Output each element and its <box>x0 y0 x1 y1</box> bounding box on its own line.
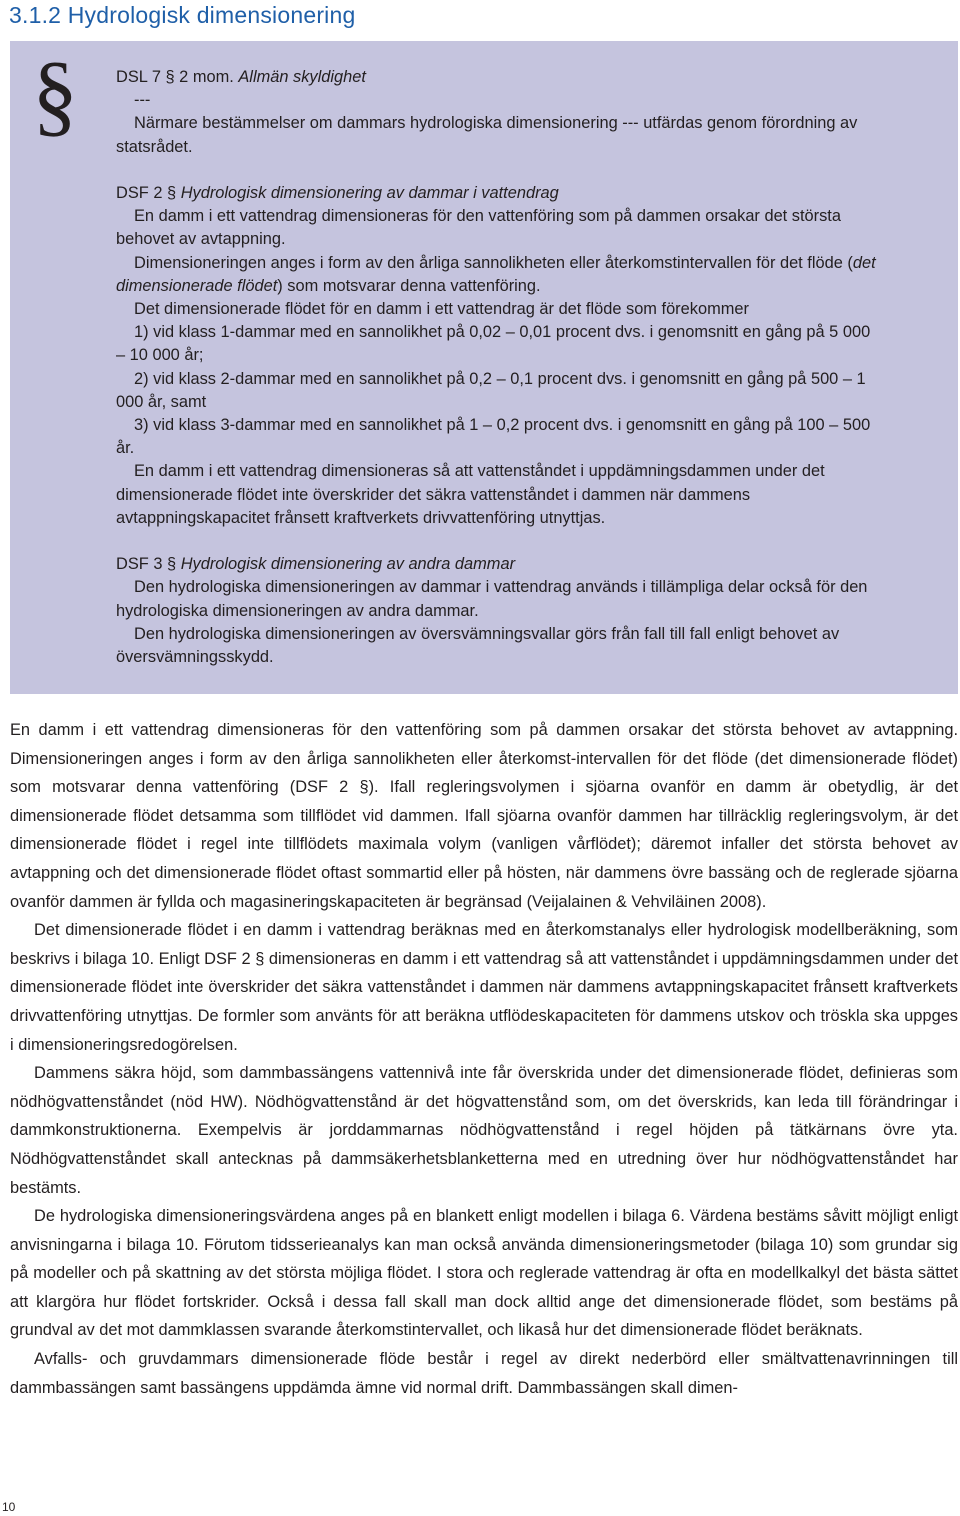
page-number: 10 <box>2 1500 16 1514</box>
body-paragraph: En damm i ett vattendrag dimensioneras för den vattenföring som på dammen orsakar det största behovet av avtappning. Dimensioneringen anges i form av den årliga sannolikheten eller återkomst-intervallen för det flöde (det dimensionerade flödet) som motsvarar denna vattenföring (DSF 2 §). Ifall regleringsvolymen i sjöarna ovanför en damm är obetydlig, är det dimensionerade flödet detsamma som tillflödet vid dammen. Ifall sjöarna ovanför dammen har tillräcklig regleringsvolym, är det dimensionerade flödet i regel inte tillflödets maximala volym (vanligen vårflödet); däremot infaller det största behovet av avtappning och det dimensionerade flödet oftast sommartid eller på hösten, när dammens övre bassäng och de reglerade sjöarna ovanför dammen är fyllda och magasineringskapaciteten är begränsad (Veijalainen & Vehviläinen 2008). <box>10 721 958 911</box>
section-heading: 3.1.2 Hydrologisk dimensionering <box>9 2 356 28</box>
dsf3-paragraph-2: Den hydrologiska dimensioneringen av översvämningsvallar görs från fall till fall enligt behovet av översvämningsskydd. <box>116 624 840 667</box>
dsf2-item-3: 3) vid klass 3-dammar med en sannolikhet på 1 – 0,2 procent dvs. i genomsnitt en gång på 100 – 500 år. <box>116 416 871 458</box>
dsf2-paragraph-1: En damm i ett vattendrag dimensioneras för den vattenföring som på dammen orsakar det största behovet av avtappning. <box>116 207 841 249</box>
dsf2-item-1: 1) vid klass 1-dammar med en sannolikhet på 0,02 – 0,01 procent dvs. i genomsnitt en gång på 5 000 – 10 000 år; <box>116 323 871 365</box>
dsf3-ref: DSF 3 § <box>116 555 181 574</box>
dsf2-paragraph-2: Dimensioneringen anges i form av den årliga sannolikheten eller återkomstintervallen för det flöde (det dimensionerade flödet) som motsvarar denna vattenföring. <box>116 253 876 295</box>
body-paragraph: Det dimensionerade flödet i en damm i vattendrag beräknas med en återkomstanalys eller hydrologisk modellberäkning, som beskrivs i bilaga 10. Enligt DSF 2 § dimensioneras en damm i ett vattendrag så att vattenståndet i uppdämningsdammen under det dimensionerade flödet inte överskrider det säkra vattenståndet i dammen när dammens avtappningskapacitet frånsett kraftverkets drivvattenföring utnyttjas. De formler som använts för att beräkna utflödeskapaciteten för dammens utskov och tröskla ska uppges i dimensioneringsredogörelsen. <box>10 921 958 1054</box>
legal-excerpt-text <box>116 66 876 669</box>
body-paragraph: Dammens säkra höjd, som dammbassängens vattennivå inte får överskrida under det dimensionerade flödet, definieras som nödhögvattenståndet (nöd HW). Nödhögvattenstånd är det högvattenstånd som, om det överskrids, kan leda till förändringar i dammkonstruktionerna. Exempelvis är jorddammarnas nödhögvattenstånd i regel höjden på tätkärnans övre yta. Nödhögvattenståndet skall antecknas på dammsäkerhetsblanketterna med en utredning över hur nödhögvattenståndet har bestämts. <box>10 1064 958 1197</box>
dsf2-paragraph-4: En damm i ett vattendrag dimensioneras så att vattenståndet i uppdämningsdammen under det dimensionerade flödet inte överskrider det säkra vattenståndet i dammen när dammens avtappningskapacitet frånsett kraftverkets drivvattenföring utnyttjas. <box>116 462 825 527</box>
dsl7-ref: DSL 7 § 2 mom. <box>116 68 239 86</box>
dsf2-paragraph-3: Det dimensionerade flödet för en damm i ett vattendrag är det flöde som förekommer <box>134 300 749 319</box>
dsf3-heading <box>116 553 876 576</box>
dsf3-paragraph-1: Den hydrologiska dimensioneringen av dammar i vattendrag används i tillämpliga delar också för den hydrologiska dimensioneringen av andra dammar. <box>116 578 868 620</box>
dsl7-text: Närmare bestämmelser om dammars hydrologiska dimensionering --- utfärdas genom förordning av statsrådet. <box>116 114 858 156</box>
dsf2-title: Hydrologisk dimensionering av dammar i vattendrag <box>180 184 559 202</box>
dsl7-dashes: --- <box>134 91 151 110</box>
dsf2-item-2: 2) vid klass 2-dammar med en sannolikhet på 0,2 – 0,1 procent dvs. i genomsnitt en gång på 500 – 1 000 år, samt <box>116 369 866 411</box>
body-text <box>10 716 958 1402</box>
body-paragraph: De hydrologiska dimensioneringsvärdena anges på en blankett enligt modellen i bilaga 6. Värdena bestäms såvitt möjligt enligt anvisningarna i bilaga 10. Förutom tidsserieanalys kan man också använda dimensioneringsmetoder (bilaga 10) som grundar sig på modeller och på skattning av det största möjliga flödet. I stora och reglerade vattendrag är ofta en modellkalkyl det bästa sättet att klargöra hur flödet fortskrider. Också i dessa fall skall man dock alltid ange det dimensionerade flödet, som bestäms på grundval av det mot dammklassen svarande återkomstintervallet, och likaså hur det dimensionerade flödet beräknats. <box>10 1207 958 1340</box>
body-paragraph: Avfalls- och gruvdammars dimensionerade flöde består i regel av direkt nederbörd eller smältvattenavrinningen till dammbassängen samt bassängens uppdämda ämne vid normal drift. Dammbassängen skall dimen- <box>10 1350 958 1397</box>
section-symbol-icon: § <box>32 43 78 145</box>
dsl7-heading <box>116 66 876 89</box>
dsl7-title: Allmän skyldighet <box>238 68 366 86</box>
dsf2-ref: DSF 2 § <box>116 184 181 202</box>
dsf2-heading <box>116 182 876 205</box>
dsf3-title: Hydrologisk dimensionering av andra dammar <box>180 555 516 574</box>
